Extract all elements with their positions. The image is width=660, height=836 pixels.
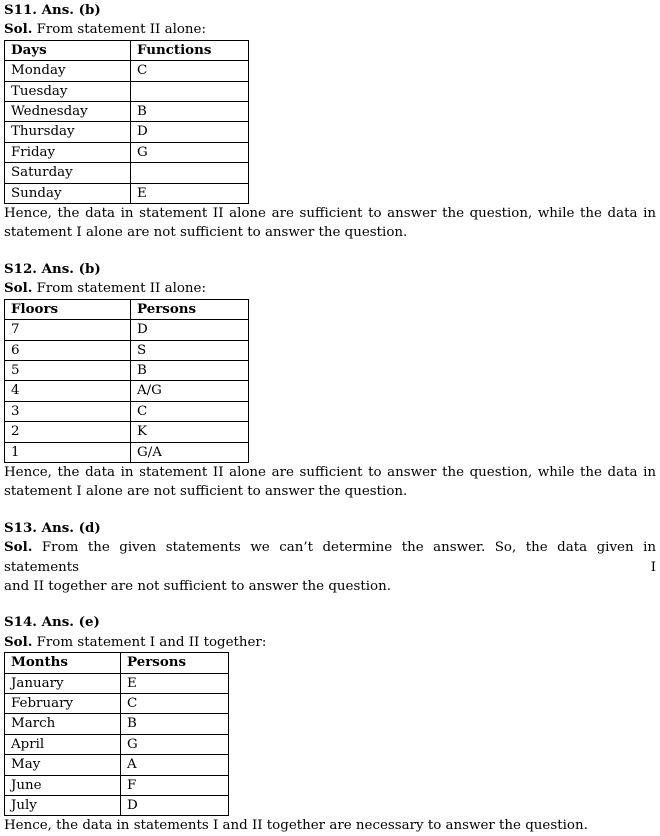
s14-months-table xyxy=(4,652,229,816)
table-row xyxy=(5,81,249,101)
floor-cell: 1 xyxy=(5,442,131,462)
table-row xyxy=(5,61,249,81)
person-cell: C xyxy=(121,694,229,714)
table-row xyxy=(5,401,249,421)
floor-cell: 2 xyxy=(5,422,131,442)
table-row xyxy=(5,320,249,340)
day-cell: Thursday xyxy=(5,122,131,142)
s13-sol-line-1: From the given statements we can’t determine the answer. So, the data given in statements I xyxy=(4,540,656,575)
column-header-persons: Persons xyxy=(121,653,229,673)
solutions-page xyxy=(4,1,656,836)
function-cell xyxy=(131,81,249,101)
month-cell: June xyxy=(5,775,121,795)
function-cell: B xyxy=(131,102,249,122)
person-cell: F xyxy=(121,775,229,795)
s12-floors-table xyxy=(4,299,249,463)
s12-conclusion-line-2: statement I alone are not sufficient to answer the question. xyxy=(4,484,408,500)
s12-answer-heading: S12. Ans. (b) xyxy=(4,260,101,277)
column-header-floors: Floors xyxy=(5,299,131,319)
table-row xyxy=(5,142,249,162)
day-cell: Tuesday xyxy=(5,81,131,101)
table-row xyxy=(5,694,229,714)
person-cell: K xyxy=(131,422,249,442)
floor-cell: 6 xyxy=(5,340,131,360)
day-cell: Saturday xyxy=(5,163,131,183)
s11-solution-intro xyxy=(4,20,656,39)
table-row xyxy=(5,714,229,734)
table-row xyxy=(5,734,229,754)
floor-cell: 4 xyxy=(5,381,131,401)
s14-solution-intro xyxy=(4,633,656,652)
month-cell: January xyxy=(5,673,121,693)
person-cell: D xyxy=(131,320,249,340)
function-cell: G xyxy=(131,142,249,162)
floor-cell: 5 xyxy=(5,360,131,380)
s12-conclusion xyxy=(4,463,656,502)
function-cell xyxy=(131,163,249,183)
day-cell: Monday xyxy=(5,61,131,81)
table-row xyxy=(5,122,249,142)
s14-conclusion: Hence, the data in statements I and II together are necessary to answer the question. xyxy=(4,818,588,834)
solution-s13 xyxy=(4,519,656,597)
table-row xyxy=(5,775,229,795)
s12-sol-text: From statement II alone: xyxy=(32,281,206,297)
s14-sol-text: From statement I and II together: xyxy=(32,634,267,650)
s11-days-table xyxy=(4,40,249,204)
table-row xyxy=(5,163,249,183)
day-cell: Sunday xyxy=(5,183,131,203)
table-row xyxy=(5,102,249,122)
table-row xyxy=(5,796,229,816)
s13-solution xyxy=(4,538,656,596)
person-cell: B xyxy=(121,714,229,734)
s13-sol-line-2: and II together are not sufficient to answer the question. xyxy=(4,578,391,594)
s11-answer-heading: S11. Ans. (b) xyxy=(4,2,101,18)
s12-conclusion-line-1: Hence, the data in statement II alone are sufficient to answer the question, while the data in xyxy=(4,464,656,480)
month-cell: May xyxy=(5,755,121,775)
day-cell: Wednesday xyxy=(5,102,131,122)
month-cell: February xyxy=(5,694,121,714)
table-row xyxy=(5,340,249,360)
floor-cell: 3 xyxy=(5,401,131,421)
s13-answer-heading: S13. Ans. (d) xyxy=(4,519,101,536)
table-row xyxy=(5,183,249,203)
column-header-functions: Functions xyxy=(131,40,249,60)
month-cell: April xyxy=(5,734,121,754)
table-row xyxy=(5,442,249,462)
person-cell: E xyxy=(121,673,229,693)
s11-conclusion-line-2: statement I alone are not sufficient to answer the question. xyxy=(4,225,408,241)
month-cell: March xyxy=(5,714,121,734)
person-cell: C xyxy=(131,401,249,421)
table-header-row xyxy=(5,299,249,319)
table-row xyxy=(5,422,249,442)
s11-conclusion-line-1: Hence, the data in statement II alone are sufficient to answer the question, while the data in xyxy=(4,206,656,222)
person-cell: B xyxy=(131,360,249,380)
person-cell: A xyxy=(121,755,229,775)
person-cell: D xyxy=(121,796,229,816)
day-cell: Friday xyxy=(5,142,131,162)
s12-solution-intro xyxy=(4,279,656,298)
person-cell: G xyxy=(121,734,229,754)
table-row xyxy=(5,381,249,401)
person-cell: G/A xyxy=(131,442,249,462)
table-header-row xyxy=(5,40,249,60)
s12-sol-label: Sol. xyxy=(4,280,33,297)
table-row xyxy=(5,673,229,693)
s11-sol-text: From statement II alone: xyxy=(32,22,206,38)
solution-s11 xyxy=(4,1,656,243)
function-cell: C xyxy=(131,61,249,81)
function-cell: E xyxy=(131,183,249,203)
column-header-persons: Persons xyxy=(131,299,249,319)
s13-sol-label: Sol. xyxy=(4,539,33,556)
column-header-days: Days xyxy=(5,40,131,60)
table-row xyxy=(5,360,249,380)
month-cell: July xyxy=(5,796,121,816)
table-row xyxy=(5,755,229,775)
person-cell: S xyxy=(131,340,249,360)
function-cell: D xyxy=(131,122,249,142)
s11-conclusion xyxy=(4,204,656,243)
floor-cell: 7 xyxy=(5,320,131,340)
s11-sol-label: Sol. xyxy=(4,21,33,38)
s14-answer-heading: S14. Ans. (e) xyxy=(4,614,100,631)
table-header-row xyxy=(5,653,229,673)
column-header-months: Months xyxy=(5,653,121,673)
s14-sol-label: Sol. xyxy=(4,633,33,650)
solution-s14 xyxy=(4,613,656,835)
solution-s12 xyxy=(4,260,656,502)
person-cell: A/G xyxy=(131,381,249,401)
